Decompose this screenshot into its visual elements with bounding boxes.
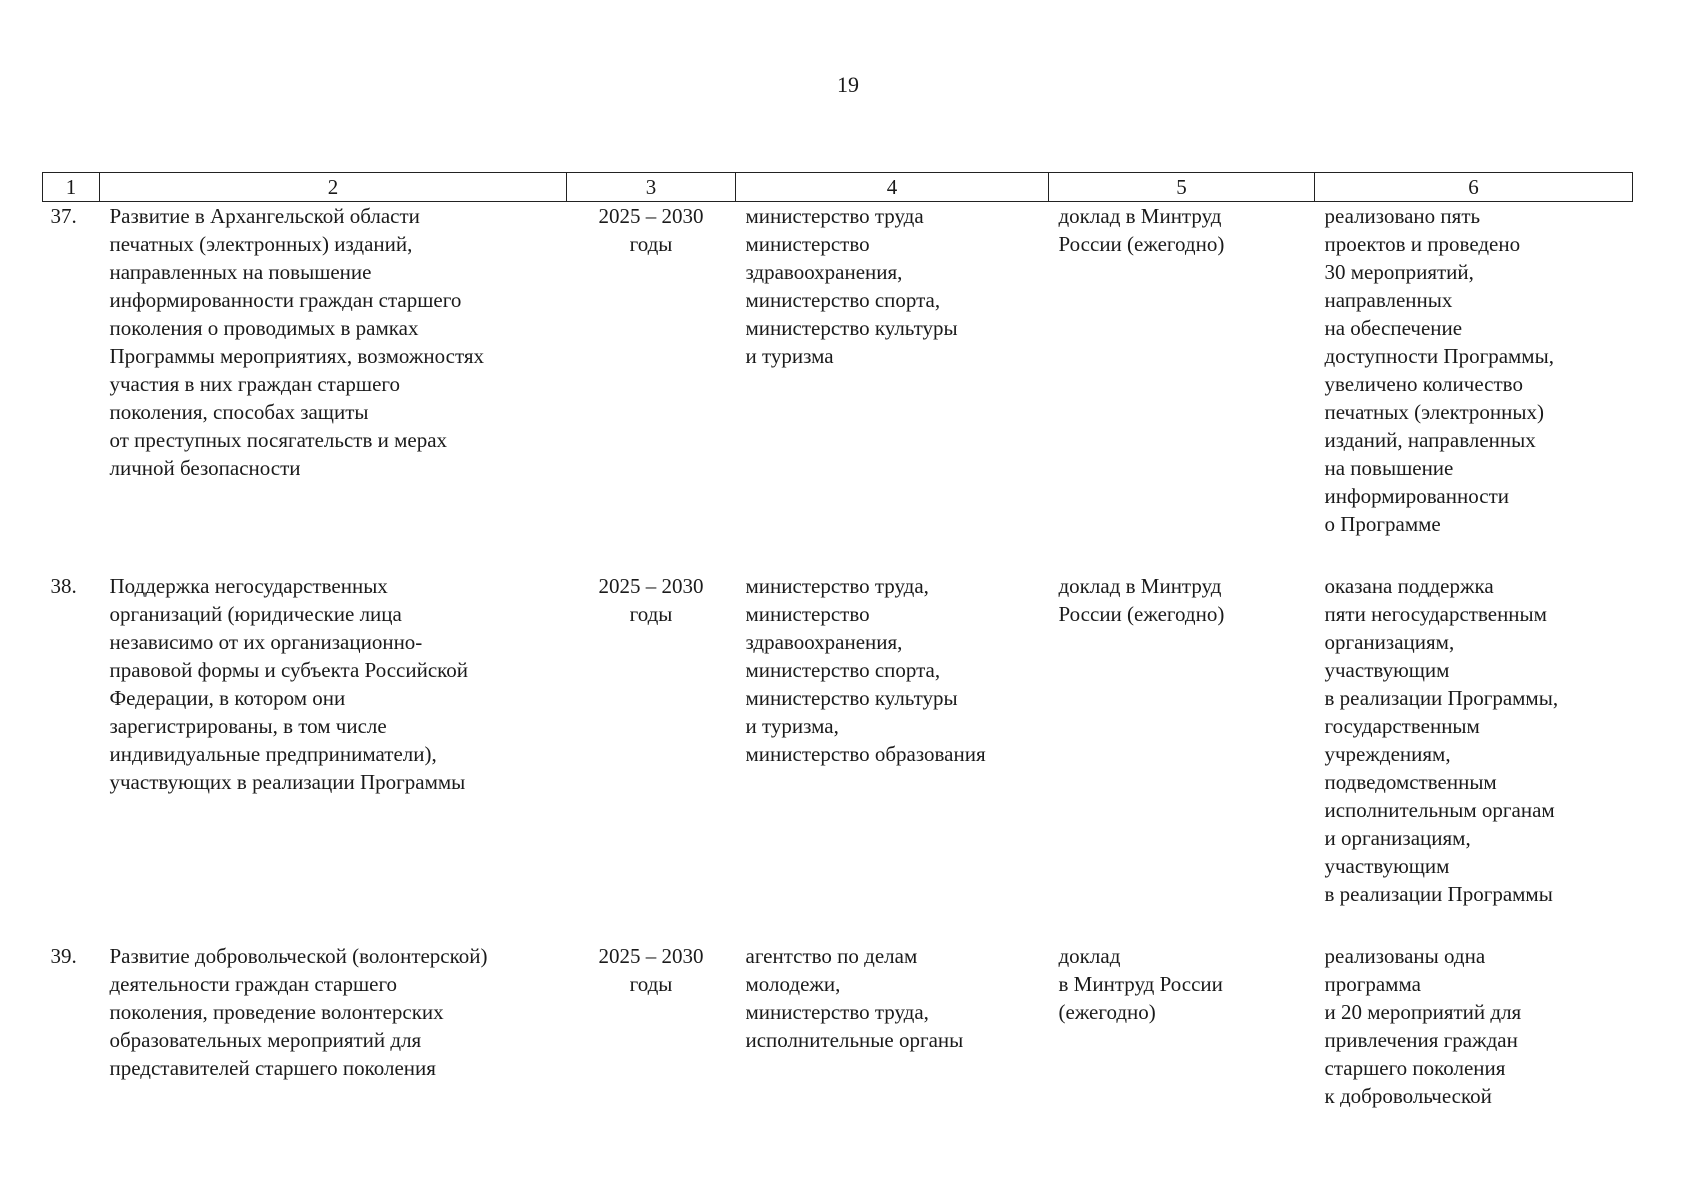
executors-cell: министерство труда министерство здравоохранения, министерство спорта, министерство культуры и туризма bbox=[745, 204, 958, 368]
row-number: 39. bbox=[50, 944, 77, 968]
header-col-6: 6 bbox=[1315, 173, 1633, 202]
row-number: 37. bbox=[50, 204, 77, 228]
activity-cell: Развитие в Архангельской области печатных (электронных) изданий, направленных на повышение информированности граждан старшего поколения о проводимых в рамках Программы мероприятиях, возможностях участия в них граждан старшего поколения, способах защиты от преступных посягательств и мерах личной безопасности bbox=[109, 204, 485, 480]
plan-table bbox=[42, 172, 1633, 1110]
period-cell: 2025 – 2030 годы bbox=[598, 944, 704, 996]
header-col-5: 5 bbox=[1049, 173, 1315, 202]
activity-cell: Поддержка негосударственных организаций (юридические лица независимо от их организационно- правовой формы и субъекта Российской Федерации, в котором они зарегистрированы, в том числе индивидуальные предприниматели), участвующих в реализации Программы bbox=[109, 574, 469, 794]
executors-cell: министерство труда, министерство здравоохранения, министерство спорта, министерство культуры и туризма, министерство образования bbox=[745, 574, 986, 766]
report-cell: доклад в Минтруд России (ежегодно) bbox=[1058, 944, 1223, 1024]
page-number: 19 bbox=[837, 72, 859, 97]
executors-cell: агентство по делам молодежи, министерство труда, исполнительные органы bbox=[745, 944, 964, 1052]
header-row bbox=[43, 173, 1633, 202]
activity-cell: Развитие добровольческой (волонтерской) деятельности граждан старшего поколения, проведение волонтерских образовательных мероприятий для представителей старшего поколения bbox=[109, 944, 488, 1080]
report-cell: доклад в Минтруд России (ежегодно) bbox=[1058, 574, 1225, 626]
result-cell: реализованы одна программа и 20 мероприятий для привлечения граждан старшего поколения к добровольческой bbox=[1324, 944, 1522, 1108]
table-body bbox=[43, 202, 1633, 1111]
header-col-1: 1 bbox=[43, 173, 100, 202]
header-col-4: 4 bbox=[736, 173, 1049, 202]
report-cell: доклад в Минтруд России (ежегодно) bbox=[1058, 204, 1225, 256]
result-cell: оказана поддержка пяти негосударственным организациям, участвующим в реализации Программы, государственным учреждениям, подведомственным исполнительным органам и организациям, участвующим в реализации Программы bbox=[1324, 574, 1559, 906]
row-number: 38. bbox=[50, 574, 77, 598]
header-col-3: 3 bbox=[567, 173, 736, 202]
header-col-2: 2 bbox=[100, 173, 567, 202]
period-cell: 2025 – 2030 годы bbox=[598, 204, 704, 256]
table-header bbox=[43, 173, 1633, 202]
table-row bbox=[43, 202, 1633, 573]
table-row bbox=[43, 942, 1633, 1110]
period-cell: 2025 – 2030 годы bbox=[598, 574, 704, 626]
result-cell: реализовано пять проектов и проведено 30 мероприятий, направленных на обеспечение доступности Программы, увеличено количество печатных (электронных) изданий, направленных на повышение информированности о Программе bbox=[1324, 204, 1554, 536]
table-row bbox=[43, 572, 1633, 942]
